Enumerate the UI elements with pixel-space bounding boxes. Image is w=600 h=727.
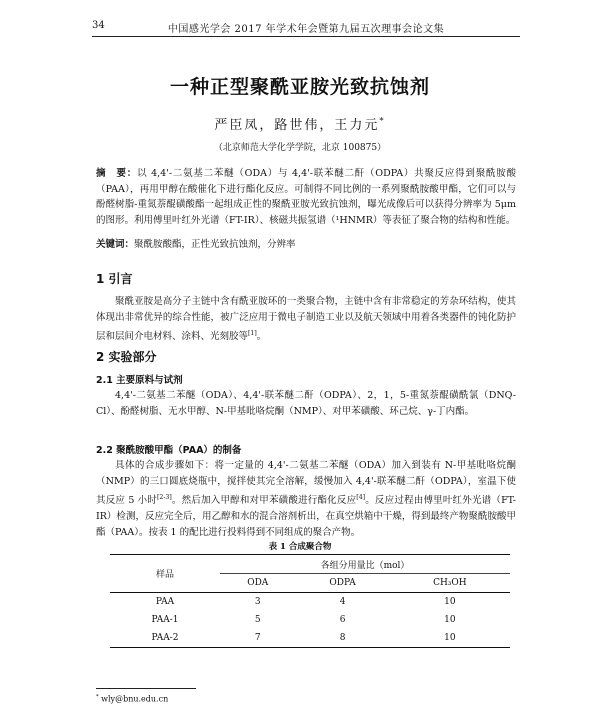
composition-table: [110, 554, 510, 648]
table-cell: 10: [390, 629, 510, 648]
abstract-text: 以 4,4'-二氨基二苯醚（ODA）与 4,4'-联苯醚二酐（ODPA）共聚反应得到聚酰胺酸（PAA），再用甲醇在酸催化下进行酯化反应。可制得不同比例的一系列聚酰胺酸甲酯，它们可以与酚醛树脂-重氮萘醌磺酸酯一起组成正性的聚酰亚胺光致抗蚀剂，曝光成像后可以获得分辨率为 5μm 的图形。利用傅里叶红外光谱（FT-IR）、核磁共振氢谱（¹HNMR）等表征了聚合物的结构和性能。: [96, 168, 516, 226]
intro-paragraph: [96, 294, 516, 345]
keywords-text: 聚酰胺酸酯，正性光致抗蚀剂，分辨率: [134, 239, 296, 250]
table-header-row: [110, 555, 510, 574]
table-cell: PAA-1: [151, 615, 179, 625]
table-row: [110, 629, 510, 648]
table-cell: 4: [339, 597, 346, 607]
table-row: [110, 593, 510, 612]
synthesis-text-b: 。然后加入甲醇和对甲苯磺酸进行酯化反应: [171, 495, 357, 507]
authors: [0, 114, 600, 133]
author-mark: *: [379, 115, 386, 126]
synthesis-text-a: 具体的合成步骤如下：将一定量的 4,4'-二氨基二苯醚（ODA）加入到装有 N-甲基吡咯烷酮（NMP）的三口圆底烧瓶中，搅拌使其完全溶解，缓慢加入 4,4'-联苯醚二酐（ODPA），室温下使其反应 5 小时: [96, 460, 516, 507]
footnote-email: wly@bnu.edu.cn: [101, 694, 169, 704]
synthesis-text-c: 。反应过程由傅里叶红外光谱（FT-IR）检测，反应完全后，用乙醇和水的混合溶剂析出，在真空烘箱中干燥，得到最终产物聚酰胺酸甲酯（PAA）。按表 1 的配比进行投料得到不同组成的聚合产物。: [96, 495, 516, 539]
footnote-mark: *: [96, 694, 99, 700]
table-cell: 8: [295, 629, 389, 648]
table-col-sample: 样品: [110, 555, 220, 593]
abstract-label: 摘 要：: [96, 168, 138, 179]
table-cell: 7: [220, 629, 295, 648]
table-col-ch3oh: CH₃OH: [390, 574, 510, 593]
table-cell: 3: [254, 597, 261, 607]
keywords: [96, 237, 516, 252]
materials-paragraph: 4,4'-二氨基二苯醚（ODA）、4,4'-联苯醚二酐（ODPA）、2，1，5-重氮萘醌磺酰氯（DNQ-Cl）、酚醛树脂、无水甲醇、N-甲基吡咯烷酮（NMP）、对甲苯磺酸、环己烷、γ-丁内酯。: [96, 390, 516, 417]
subsection-heading-synthesis: 2.2 聚酰胺酸甲酯（PAA）的制备: [96, 445, 242, 456]
abstract: [96, 166, 516, 228]
page-number: 34: [92, 20, 105, 31]
table-col-oda: ODA: [220, 574, 295, 593]
affiliation: （北京师范大学化学学院，北京 100875）: [213, 143, 387, 153]
table-cell: 5: [254, 615, 261, 625]
footnote: [96, 694, 168, 704]
synthesis-paragraph: [96, 458, 516, 541]
running-header: [92, 20, 520, 36]
author-names: 严臣凤，路世伟，王力元: [214, 118, 380, 133]
intro-ref: [1]: [248, 330, 257, 337]
header-rule: [92, 36, 520, 37]
table-group-header: 各组分用量比（mol）: [220, 555, 510, 574]
table-col-odpa: ODPA: [295, 574, 389, 593]
table-row: [110, 611, 510, 629]
synthesis-ref-a: [2-3]: [157, 494, 172, 501]
table-cell: 10: [444, 597, 456, 607]
intro-text: 聚酰亚胺是高分子主链中含有酰亚胺环的一类聚合物，主链中含有非常稳定的芳杂环结构，使其体现出非常优异的综合性能，被广泛应用于微电子制造工业以及航天领域中用着各类器件的钝化防护层和层间介电材料、涂料、光刻胶等: [96, 296, 516, 343]
table-cell: PAA-2: [110, 629, 220, 648]
table-cell: 6: [339, 615, 346, 625]
running-title: 中国感光学会 2017 年学术年会暨第九届五次理事会论文集: [167, 24, 445, 35]
table-cell: 10: [444, 615, 456, 625]
section-heading-intro: 1 引言: [96, 272, 133, 286]
paper-title: 一种正型聚酰亚胺光致抗蚀剂: [169, 76, 430, 98]
intro-end: 。: [256, 331, 267, 343]
synthesis-ref-b: [4]: [356, 494, 366, 501]
keywords-label: 关键词：: [96, 239, 135, 250]
table-cell: PAA: [155, 597, 175, 607]
section-heading-experiment: 2 实验部分: [96, 350, 157, 364]
subsection-heading-materials: 2.1 主要原料与试剂: [96, 375, 183, 386]
table-caption: 表 1 合成聚合物: [268, 542, 332, 552]
footnote-rule: [96, 688, 196, 689]
